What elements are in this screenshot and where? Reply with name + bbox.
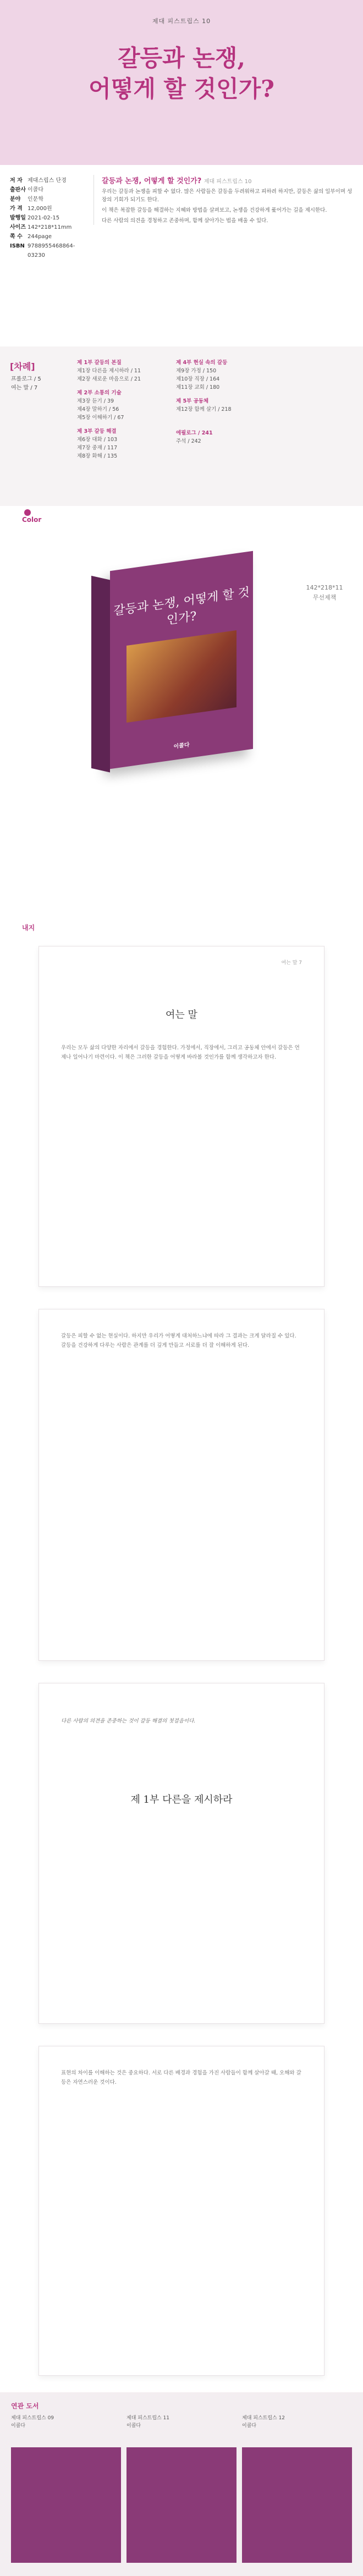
desc-paragraph: 우리는 갈등과 논쟁을 피할 수 없다. 많은 사람들은 갈등을 두려워하고 피하려 하지만, 갈등은 삶의 일부이며 성장의 기회가 되기도 한다. — [102, 189, 353, 203]
meta-key: 쪽 수 — [10, 234, 23, 240]
page-heading: 여는 말 — [166, 1009, 197, 1021]
series-label: 제대 피스트립스 10 — [152, 18, 211, 25]
page-quote: 다른 사람의 의견을 존중하는 것이 갈등 해결의 첫걸음이다. — [61, 1718, 196, 1724]
toc-item: 제2장 새로운 마음으로 / 21 — [77, 376, 141, 382]
related-sub: 이콜다 — [127, 2423, 141, 2429]
toc-item: 제11장 교회 / 180 — [176, 384, 220, 390]
meta-value: 2021-02-15 — [28, 215, 60, 221]
related-books — [0, 2392, 363, 2576]
page-title — [0, 43, 363, 104]
meta-row — [10, 176, 84, 185]
related-title: 제대 피스트립스 11 — [127, 2415, 170, 2421]
toc-chapter: 에필로그 / 241 — [176, 430, 213, 436]
related-book-cover[interactable] — [11, 2447, 121, 2563]
related-title: 제대 피스트립스 09 — [11, 2415, 54, 2421]
inside-page-3 — [38, 1683, 324, 2024]
meta-row — [10, 232, 84, 241]
meta-row — [10, 195, 84, 204]
toc-item: 제9장 가정 / 150 — [176, 368, 217, 374]
binding-text: 무선제책 — [312, 594, 337, 601]
meta-value: 142*218*11mm — [28, 224, 72, 230]
cover-section — [0, 506, 363, 913]
cover-photo — [127, 630, 237, 723]
toc-chapter: 제 3부 갈등 해결 — [77, 428, 117, 434]
title-line-2: 어떻게 할 것인가? — [89, 75, 274, 102]
related-sub: 이콜다 — [242, 2423, 257, 2429]
table-of-contents — [0, 346, 363, 506]
page-body: 우리는 모두 삶의 다양한 자리에서 갈등을 경험한다. 가정에서, 직장에서, 그리고 공동체 안에서 갈등은 언제나 일어나기 마련이다. 이 책은 그러한 갈등을 어떻게 바라볼 것인가를 함께 생각하고자 한다. — [61, 1045, 300, 1060]
section-marker-icon — [24, 509, 31, 516]
meta-value: 인문학 — [28, 196, 43, 202]
related-title: 제대 피스트립스 12 — [242, 2415, 285, 2421]
related-book-cover[interactable] — [242, 2447, 352, 2563]
inside-page-2 — [38, 1309, 324, 1661]
toc-chapter: 제 4부 현실 속의 갈등 — [176, 360, 228, 366]
section-tag: 내지 — [22, 924, 35, 932]
toc-intro-item: 프롤로그 / 5 — [11, 376, 41, 382]
toc-column-3 — [176, 429, 258, 445]
related-sub: 이콜다 — [11, 2423, 26, 2429]
meta-value: 제대스립스 단경 — [28, 178, 67, 184]
desc-paragraph: 다른 사람의 의견을 경청하고 존중하며, 함께 살아가는 법을 배울 수 있다. — [102, 218, 268, 224]
toc-column-1 — [77, 359, 160, 460]
toc-label: [차례] — [10, 361, 35, 372]
toc-intro-item: 여는 말 / 7 — [11, 385, 38, 391]
page-body: 갈등은 피할 수 없는 현실이다. 하지만 우리가 어떻게 대처하느냐에 따라 그 결과는 크게 달라질 수 있다. 갈등을 건강하게 다루는 사람은 관계를 더 깊게 만들고 서로를 더 잘 이해하게 된다. — [61, 1333, 296, 1348]
meta-key: 출판사 — [10, 187, 26, 193]
meta-row — [10, 241, 84, 260]
title-line-1: 갈등과 논쟁, — [117, 45, 246, 71]
toc-item: 제10장 직장 / 164 — [176, 376, 220, 382]
toc-item: 제6장 대화 / 103 — [77, 437, 118, 443]
page-heading: 제 1부 다른을 제시하라 — [130, 1794, 233, 1806]
meta-key: 가 격 — [10, 206, 23, 212]
meta-value: 244page — [28, 234, 52, 240]
book-cover-3d — [110, 551, 253, 769]
toc-item: 제12장 함께 살기 / 218 — [176, 406, 232, 412]
inside-page-1 — [38, 946, 324, 1287]
meta-value: 9788955468864-03230 — [28, 243, 75, 258]
toc-intro — [11, 375, 41, 393]
inside-section — [0, 913, 363, 2392]
related-item[interactable] — [242, 2414, 352, 2430]
meta-key: ISBN — [10, 243, 25, 249]
meta-row — [10, 204, 84, 213]
dimension-info — [297, 583, 352, 603]
cover-publisher: 이콜다 — [173, 741, 190, 751]
running-head: 여는 말 7 — [281, 960, 302, 966]
related-label: 연관 도서 — [11, 2402, 39, 2410]
book-description — [94, 175, 355, 225]
meta-key: 저 자 — [10, 178, 23, 184]
meta-value: 12,000원 — [28, 206, 52, 212]
toc-column-2 — [176, 359, 258, 414]
inside-page-4 — [38, 2046, 324, 2376]
desc-title-text: 갈등과 논쟁, 어떻게 할 것인가? — [102, 177, 202, 185]
desc-paragraph: 이 책은 복잡한 갈등을 해결하는 지혜와 방법을 살펴보고, 논쟁을 건강하게 풌어가는 길을 제시한다. — [102, 207, 327, 213]
page-body: 표현의 차이를 이해하는 것은 중요하다. 서로 다른 배경과 경험을 가진 사람들이 함께 살아갈 때, 오해와 갈등은 자연스러운 것이다. — [61, 2070, 301, 2085]
toc-item: 제8장 화해 / 135 — [77, 453, 118, 459]
related-book-cover[interactable] — [127, 2447, 237, 2563]
desc-title — [102, 175, 355, 185]
toc-item: 제1장 다른을 제시하라 / 11 — [77, 368, 141, 374]
toc-item: 제3장 듣기 / 39 — [77, 398, 114, 404]
header-banner — [0, 0, 363, 165]
meta-row — [10, 185, 84, 195]
cover-title: 갈등과 논쟁, 어떻게 할 것인가? — [113, 585, 250, 628]
toc-chapter: 제 2부 소통의 기술 — [77, 390, 122, 396]
related-item[interactable] — [127, 2414, 237, 2430]
toc-chapter: 제 5부 공동체 — [176, 398, 209, 404]
toc-item: 제4장 말하기 / 56 — [77, 406, 119, 412]
book-info — [0, 165, 363, 346]
meta-row — [10, 213, 84, 223]
meta-key: 사이즈 — [10, 224, 26, 230]
toc-item: 제7장 중재 / 117 — [77, 445, 118, 451]
dimension-text: 142*218*11 — [306, 584, 343, 591]
meta-key: 발행일 — [10, 215, 26, 221]
toc-item: 주석 / 242 — [176, 438, 201, 444]
desc-subtitle: 제대 피스트립스 10 — [204, 179, 252, 185]
section-tag: Color — [22, 516, 42, 524]
meta-key: 분야 — [10, 196, 21, 202]
toc-item: 제5장 이해하기 / 67 — [77, 415, 124, 421]
book-meta — [10, 176, 84, 260]
meta-value: 이콜다 — [28, 187, 43, 193]
book-spine — [91, 576, 110, 773]
related-item[interactable] — [11, 2414, 121, 2430]
meta-row — [10, 223, 84, 232]
toc-chapter: 제 1부 갈등의 본질 — [77, 360, 122, 366]
